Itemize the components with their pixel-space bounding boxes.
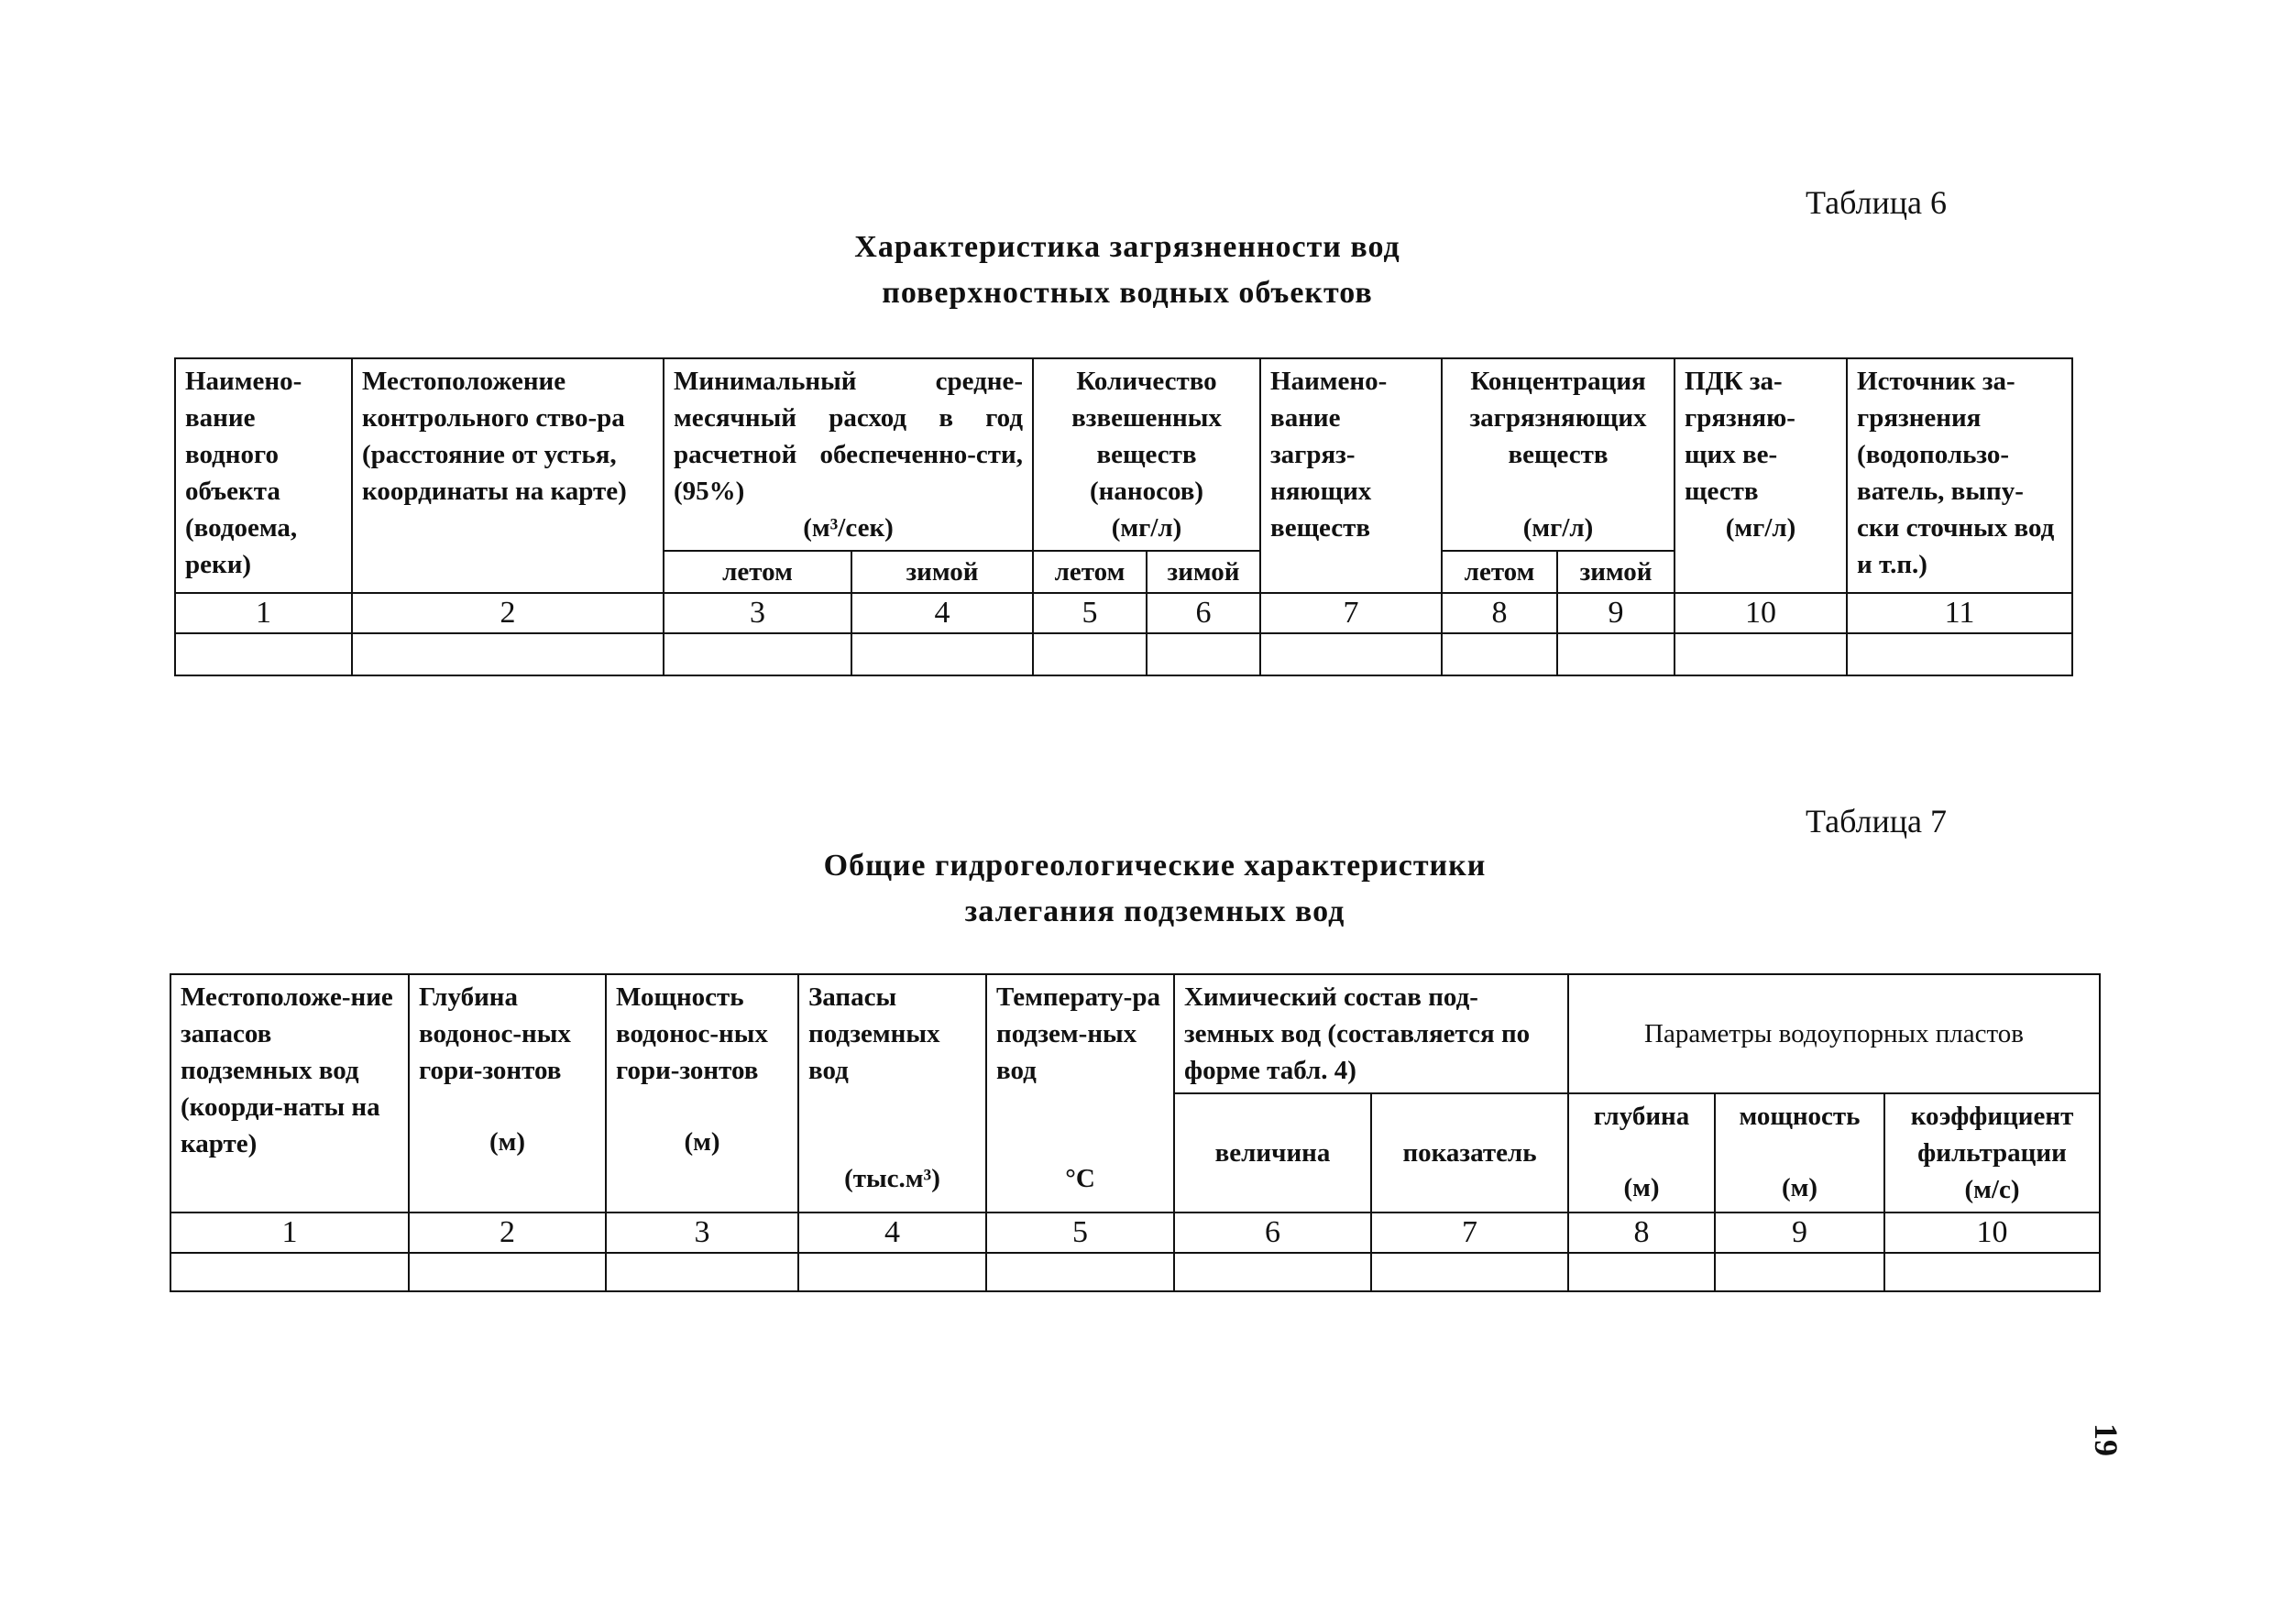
- t6-column-number: 8: [1442, 593, 1557, 633]
- t7-header-thickness: [606, 974, 798, 1213]
- t6-empty-cell: [1147, 633, 1260, 675]
- t7-header-reserves-unit: (тыс.м³): [844, 1164, 940, 1193]
- t6-subheader-flow-summer: летом: [664, 551, 851, 593]
- t7-empty-cell: [1174, 1253, 1371, 1291]
- t6-empty-cell: [851, 633, 1033, 675]
- t6-empty-cell: [175, 633, 352, 675]
- page-number: 19: [2088, 1423, 2125, 1456]
- table7-label: Таблица 7: [1806, 803, 1947, 839]
- t6-header-mpc: [1675, 358, 1847, 593]
- t7-empty-cell: [986, 1253, 1174, 1291]
- table7: [170, 973, 2101, 1292]
- t7-subheader-value: величина: [1174, 1093, 1371, 1213]
- t6-empty-cell: [1033, 633, 1147, 675]
- t6-header-location: Местоположение контрольного ство-ра (расстояние от устья, координаты на карте): [352, 358, 664, 593]
- t6-column-number: 6: [1147, 593, 1260, 633]
- t7-empty-cell: [1715, 1253, 1884, 1291]
- t6-empty-cell: [1847, 633, 2072, 675]
- t7-header-thickness-unit: (м): [684, 1127, 720, 1157]
- t7-empty-cell: [798, 1253, 986, 1291]
- t6-column-number: 4: [851, 593, 1033, 633]
- t7-subheader-aquitard-thickness-text: мощность: [1739, 1102, 1861, 1131]
- t7-header-location: Местоположе-ние запасов подземных вод (коорди-наты на карте): [170, 974, 409, 1213]
- t6-empty-cell: [1557, 633, 1675, 675]
- t6-subheader-suspended-summer: летом: [1033, 551, 1147, 593]
- t7-header-reserves: [798, 974, 986, 1213]
- table6-title-line2: поверхностных водных объектов: [882, 276, 1373, 310]
- t7-subheader-aquitard-thickness-unit: (м): [1781, 1173, 1818, 1202]
- table7-title-line2: залегания подземных вод: [964, 894, 1345, 928]
- t6-column-number: 11: [1847, 593, 2072, 633]
- t7-empty-cell: [1568, 1253, 1715, 1291]
- t6-subheader-flow-winter: зимой: [851, 551, 1033, 593]
- t7-header-depth-text: Глубина водонос-ных гори-зонтов: [419, 982, 571, 1085]
- t6-header-flow: [664, 358, 1033, 551]
- t7-empty-cell: [1884, 1253, 2100, 1291]
- t7-column-number: 3: [606, 1213, 798, 1253]
- t6-header-suspended-unit: (мг/л): [1111, 513, 1182, 543]
- t7-empty-cell: [606, 1253, 798, 1291]
- table6-title: [770, 225, 1485, 316]
- t6-subheader-concentration-winter: зимой: [1557, 551, 1675, 593]
- t7-column-number: 1: [170, 1213, 409, 1253]
- t6-empty-row: [175, 633, 2072, 675]
- t6-column-number: 10: [1675, 593, 1847, 633]
- t7-header-aquitard: Параметры водоупорных пластов: [1568, 974, 2100, 1093]
- table7-title-line1: Общие гидрогеологические характеристики: [823, 849, 1487, 883]
- t7-column-number: 9: [1715, 1213, 1884, 1253]
- t7-subheader-filtration-coefficient-text: коэффициент фильтрации: [1910, 1102, 2074, 1168]
- t7-column-number: 4: [798, 1213, 986, 1253]
- t6-header-suspended: [1033, 358, 1260, 551]
- t7-header-depth-unit: (м): [489, 1127, 526, 1157]
- table7-title: [752, 843, 1558, 935]
- t6-empty-cell: [1260, 633, 1442, 675]
- t7-column-number: 8: [1568, 1213, 1715, 1253]
- t7-header-chemical: Химический состав под-земных вод (составляется по форме табл. 4): [1174, 974, 1568, 1093]
- t6-header-water-object: Наимено-вание водного объекта (водоема, реки): [175, 358, 352, 593]
- t6-column-number: 7: [1260, 593, 1442, 633]
- t6-header-pollutant-name: Наимено-вание загряз-няющих веществ: [1260, 358, 1442, 593]
- t6-empty-cell: [664, 633, 851, 675]
- table6: [174, 357, 2073, 676]
- table6-label: Таблица 6: [1806, 184, 1947, 221]
- t6-header-source: Источник за-грязнения (водопользо-ватель, выпу-ски сточных вод и т.п.): [1847, 358, 2072, 593]
- t7-subheader-aquitard-depth-text: глубина: [1593, 1102, 1690, 1131]
- t7-header-temperature: [986, 974, 1174, 1213]
- t6-header-flow-text: Минимальный средне-месячный расход в год расчетной обеспеченно-сти, (95%): [674, 367, 1024, 506]
- t6-header-suspended-text: Количество взвешенных веществ (наносов): [1071, 367, 1222, 506]
- t6-empty-cell: [1675, 633, 1847, 675]
- t7-column-number: 5: [986, 1213, 1174, 1253]
- t6-subheader-concentration-summer: летом: [1442, 551, 1557, 593]
- t6-header-mpc-unit: (мг/л): [1725, 513, 1796, 543]
- t7-header-depth: [409, 974, 606, 1213]
- t7-column-number: 10: [1884, 1213, 2100, 1253]
- t7-empty-cell: [170, 1253, 409, 1291]
- t7-subheader-aquitard-depth: [1568, 1093, 1715, 1213]
- t7-subheader-indicator: показатель: [1371, 1093, 1568, 1213]
- t7-header-temperature-text: Температу-ра подзем-ных вод: [996, 982, 1160, 1085]
- t6-header-concentration: [1442, 358, 1675, 551]
- t7-empty-cell: [409, 1253, 606, 1291]
- t6-column-number: 3: [664, 593, 851, 633]
- t7-column-number: 2: [409, 1213, 606, 1253]
- t7-header-thickness-text: Мощность водонос-ных гори-зонтов: [616, 982, 768, 1085]
- t6-header-concentration-unit: (мг/л): [1522, 513, 1594, 543]
- t6-column-number: 5: [1033, 593, 1147, 633]
- t6-subheader-suspended-winter: зимой: [1147, 551, 1260, 593]
- t7-column-number: 6: [1174, 1213, 1371, 1253]
- table6-title-line1: Характеристика загрязненности вод: [854, 230, 1400, 264]
- t6-header-mpc-text: ПДК за-грязняю-щих ве-ществ: [1685, 367, 1795, 506]
- t6-header-flow-unit: (м³/сек): [803, 513, 894, 543]
- t7-subheader-aquitard-depth-unit: (м): [1623, 1173, 1660, 1202]
- t7-column-number: 7: [1371, 1213, 1568, 1253]
- t7-header-reserves-text: Запасы подземных вод: [808, 982, 940, 1085]
- t6-empty-cell: [1442, 633, 1557, 675]
- t7-subheader-aquitard-thickness: [1715, 1093, 1884, 1213]
- t7-subheader-filtration-coefficient-unit: (м/с): [1964, 1175, 2020, 1204]
- t7-header-temperature-unit: °С: [1065, 1164, 1095, 1193]
- t6-column-number: 2: [352, 593, 664, 633]
- t6-column-number: 1: [175, 593, 352, 633]
- t7-empty-cell: [1371, 1253, 1568, 1291]
- t7-subheader-filtration-coefficient: [1884, 1093, 2100, 1213]
- t6-header-concentration-text: Концентрация загрязняющих веществ: [1469, 367, 1647, 469]
- t6-empty-cell: [352, 633, 664, 675]
- t6-column-number: 9: [1557, 593, 1675, 633]
- t7-empty-row: [170, 1253, 2100, 1291]
